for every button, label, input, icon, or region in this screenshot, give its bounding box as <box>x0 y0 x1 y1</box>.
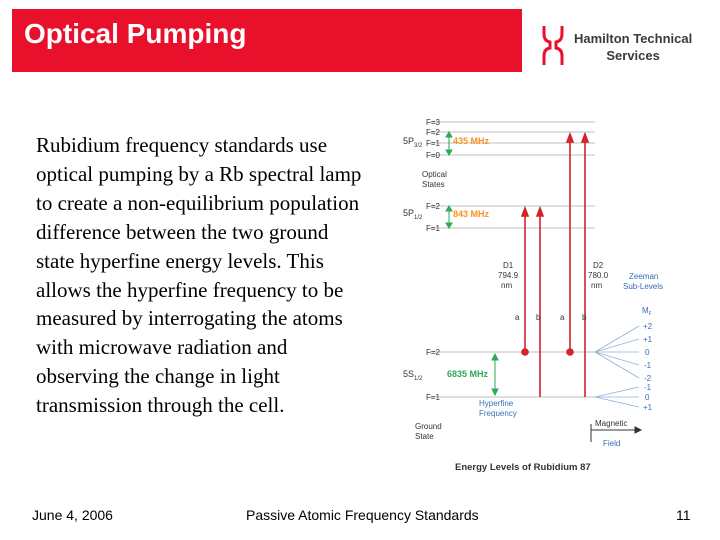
field-label: Field <box>603 439 621 448</box>
company-logo <box>540 20 710 70</box>
page-number: 11 <box>676 507 691 523</box>
p12-splitting: 843 MHz <box>453 209 490 219</box>
transition-label-a1: a <box>515 313 520 322</box>
optical-transitions <box>522 134 588 397</box>
s12-level-f1: F=1 <box>426 393 441 402</box>
footer-title: Passive Atomic Frequency Standards <box>246 507 479 523</box>
s12-level-f2: F=2 <box>426 348 441 357</box>
mf-value-5: -1 <box>644 383 652 392</box>
magnetic-label: Magnetic <box>595 419 628 428</box>
p12-state-label: $5P_{1/2}$ <box>403 208 423 221</box>
p12-level-f1: F=1 <box>426 224 441 233</box>
hyperfine-frequency-line-1: Hyperfine <box>479 399 514 408</box>
ground-state-line-1: Ground <box>415 422 442 431</box>
p32-level-f0: F=0 <box>426 151 441 160</box>
mf-value-7: +1 <box>643 403 653 412</box>
logo-line-2: Services <box>606 48 660 63</box>
zeeman-line-1: Zeeman <box>629 272 659 281</box>
logo-line-1: Hamilton Technical <box>574 31 693 46</box>
p32-splitting: 435 MHz <box>453 136 490 146</box>
p32-level-f3: F=3 <box>426 118 441 127</box>
mf-value-2: 0 <box>645 348 650 357</box>
d2-unit: nm <box>591 281 603 290</box>
s12-state-label: $5S_{1/2}$ <box>403 369 423 382</box>
ground-splitting-arrow <box>492 354 498 395</box>
p32-level-f2: F=2 <box>426 128 441 137</box>
p12-level-f2: F=2 <box>426 202 441 211</box>
d1-label: D1 <box>503 261 514 270</box>
zeeman-line-2: Sub-Levels <box>623 282 664 291</box>
p32-level-f1: F=1 <box>426 139 441 148</box>
mf-label: $M_F$ <box>642 306 652 317</box>
mf-value-6: 0 <box>645 393 650 402</box>
zeeman-fan-lines <box>595 326 639 407</box>
hts-logo-icon <box>540 20 570 70</box>
d1-unit: nm <box>501 281 513 290</box>
transition-label-b1: b <box>536 313 541 322</box>
p-splitting-arrows <box>446 132 452 228</box>
hyperfine-frequency-line-2: Frequency <box>479 409 517 418</box>
body-paragraph: Rubidium frequency standards use optical pumping by a Rb spectral lamp to create a non-equilibrium population difference between the two ground state hyperfine energy levels. This allows the hyperfine frequency to be measured by interrogating the atoms with microwave radiation and observing the change in light transmission through the cell. <box>36 133 362 418</box>
slide-title: Optical Pumping <box>24 18 247 49</box>
mf-value-1: +1 <box>643 335 653 344</box>
p32-state-label: $5P_{3/2}$ <box>403 136 423 149</box>
diagram-caption: Energy Levels of Rubidium 87 <box>455 462 591 473</box>
d2-label: D2 <box>593 261 604 270</box>
s12-splitting: 6835 MHz <box>447 369 489 379</box>
transition-label-a2: a <box>560 313 565 322</box>
mf-value-3: -1 <box>644 361 652 370</box>
ground-state-line-2: State <box>415 432 434 441</box>
optical-states-line-2: States <box>422 180 445 189</box>
d1-wavelength: 794.9 <box>498 271 519 280</box>
mf-value-0: +2 <box>643 322 653 331</box>
footer-date: June 4, 2006 <box>32 507 113 523</box>
rubidium-energy-level-diagram <box>395 112 715 482</box>
transition-label-b2: b <box>582 313 587 322</box>
mf-value-4: -2 <box>644 374 652 383</box>
optical-states-line-1: Optical <box>422 170 447 179</box>
d2-wavelength: 780.0 <box>588 271 609 280</box>
